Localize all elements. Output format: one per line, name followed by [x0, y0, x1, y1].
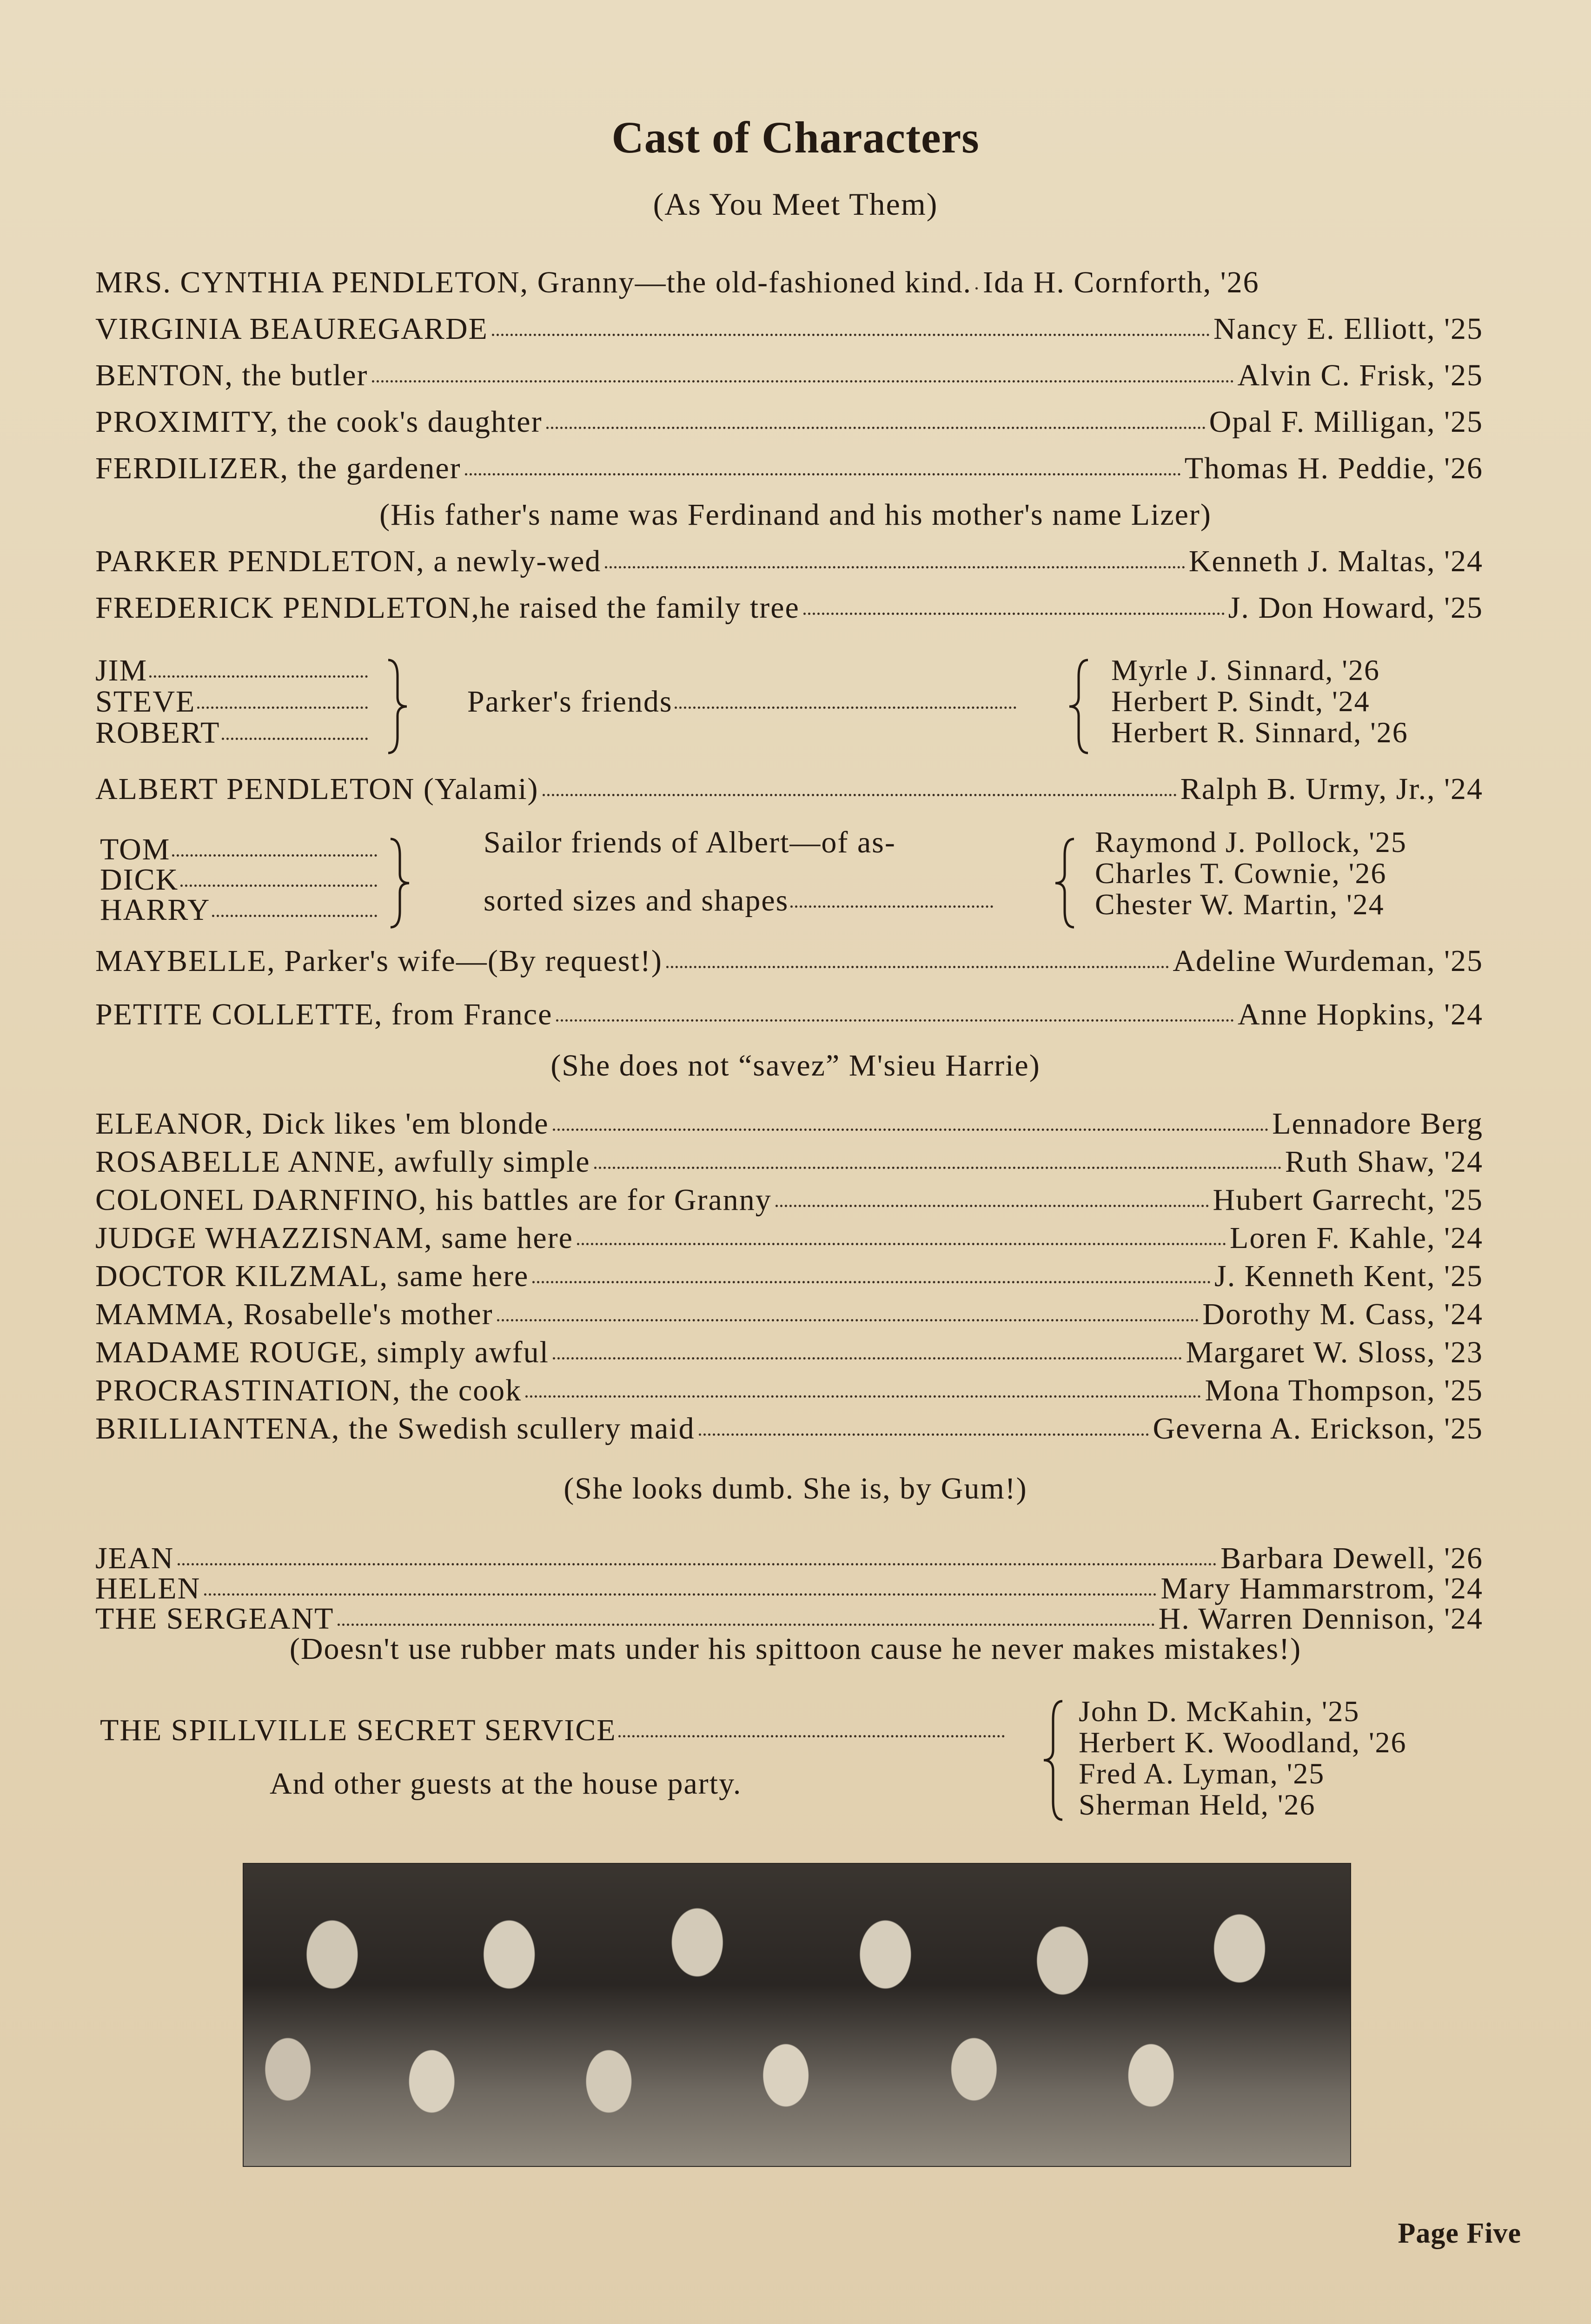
left-brace [1067, 658, 1095, 755]
role: ROSABELLE ANNE, awfully simple [95, 1145, 590, 1179]
cast-row [95, 1182, 1483, 1218]
role: THE SERGEANT [95, 1602, 334, 1636]
role: DOCTOR KILZMAL, same here [95, 1259, 529, 1293]
leader-dots [699, 1433, 1149, 1436]
cast-row [95, 1297, 1483, 1332]
leader-dots [222, 738, 368, 740]
note: (His father's name was Ferdinand and his mother's name Lizer) [379, 498, 1212, 532]
actor: H. Warren Dennison, '24 [1158, 1602, 1483, 1636]
actor: Mona Thompson, '25 [1205, 1373, 1483, 1407]
left-brace [1053, 837, 1081, 930]
cast-row [95, 404, 1483, 440]
group-name: DICK [100, 862, 379, 898]
cast-row [95, 265, 1483, 300]
role: MAMMA, Rosabelle's mother [95, 1297, 493, 1331]
actor: Margaret W. Sloss, '23 [1186, 1335, 1483, 1369]
actor: Alvin C. Frisk, '25 [1237, 358, 1483, 392]
cast-row [95, 1259, 1483, 1294]
cast-row [95, 1221, 1483, 1256]
group-actor: Herbert P. Sindt, '24 [1111, 685, 1370, 718]
group-actor: Sherman Held, '26 [1079, 1788, 1316, 1821]
role: COLONEL DARNFINO, his battles are for Granny [95, 1183, 772, 1217]
right-brace [388, 837, 421, 930]
page-number: Page Five [1398, 2218, 1521, 2249]
cast-row [95, 1335, 1483, 1370]
actor: Ralph B. Urmy, Jr., '24 [1180, 772, 1483, 806]
leader-dots [605, 566, 1185, 568]
group-actor: Chester W. Martin, '24 [1095, 888, 1385, 921]
group-description: Parker's friends [467, 684, 1018, 720]
leader-dots [178, 1563, 1217, 1565]
leader-dots [556, 1019, 1234, 1022]
cast-row [95, 944, 1483, 979]
role: MAYBELLE, Parker's wife—(By request!) [95, 944, 663, 978]
cast-row [95, 1373, 1483, 1408]
group-description: THE SPILLVILLE SECRET SERVICE [100, 1713, 1007, 1748]
group-description: Sailor friends of Albert—of as- [484, 825, 896, 859]
actor: Ruth Shaw, '24 [1285, 1145, 1483, 1179]
role: ALBERT PENDLETON (Yalami) [95, 772, 539, 806]
right-brace [386, 658, 418, 755]
actor: Anne Hopkins, '24 [1237, 997, 1483, 1031]
role: FREDERICK PENDLETON,he raised the family tree [95, 591, 800, 625]
leader-dots [180, 885, 377, 887]
group-name: JIM [95, 653, 370, 688]
group-actor: Raymond J. Pollock, '25 [1095, 825, 1407, 858]
left-brace [1041, 1699, 1069, 1822]
leader-dots [594, 1167, 1281, 1169]
actor: Dorothy M. Cass, '24 [1202, 1297, 1483, 1331]
leader-dots [546, 427, 1206, 429]
leader-dots [577, 1243, 1226, 1245]
group-name: TOM [100, 832, 379, 867]
leader-dots [172, 854, 377, 857]
note: (Doesn't use rubber mats under his spittoon cause he never makes mistakes!) [289, 1632, 1302, 1666]
leader-dots [666, 966, 1169, 968]
leader-dots [212, 915, 377, 917]
note: (She does not “savez” M'sieu Harrie) [550, 1049, 1041, 1083]
actor: Geverna A. Erickson, '25 [1153, 1412, 1483, 1446]
leader-dots [204, 1593, 1157, 1596]
role: PARKER PENDLETON, a newly-wed [95, 544, 602, 578]
leader-dots [492, 334, 1210, 336]
leader-dots [338, 1624, 1154, 1626]
group-name: HARRY [100, 892, 379, 928]
actor: Barbara Dewell, '26 [1220, 1541, 1483, 1575]
cast-row [95, 1411, 1483, 1446]
leader-dots [543, 794, 1177, 796]
cast-row [95, 772, 1483, 807]
actor: Kenneth J. Maltas, '24 [1188, 544, 1483, 578]
actor: J. Don Howard, '25 [1228, 591, 1483, 625]
leader-dots [372, 380, 1234, 383]
page-subtitle: (As You Meet Them) [653, 186, 938, 222]
cast-row [95, 590, 1483, 626]
leader-dots [197, 706, 368, 709]
group-actor: Myrle J. Sinnard, '26 [1111, 654, 1380, 687]
group-actor: Fred A. Lyman, '25 [1079, 1757, 1325, 1790]
leader-dots [465, 473, 1181, 475]
role: MADAME ROUGE, simply awful [95, 1335, 549, 1369]
actor: Thomas H. Peddie, '26 [1184, 451, 1483, 485]
actor: Hubert Garrecht, '25 [1213, 1183, 1483, 1217]
role: BRILLIANTENA, the Swedish scullery maid [95, 1412, 695, 1446]
actor: Ida H. Cornforth, '26 [982, 265, 1260, 299]
role: PROCRASTINATION, the cook [95, 1373, 522, 1407]
cast-row [95, 997, 1483, 1032]
role: FERDILIZER, the gardener [95, 451, 461, 485]
actor: J. Kenneth Kent, '25 [1214, 1259, 1483, 1293]
leader-dots [618, 1735, 1005, 1737]
group-description: sorted sizes and shapes [484, 883, 995, 918]
cast-row [95, 1106, 1483, 1142]
leader-dots [525, 1395, 1201, 1398]
actor: Lennadore Berg [1272, 1107, 1483, 1141]
role: HELEN [95, 1571, 201, 1605]
role: ELEANOR, Dick likes 'em blonde [95, 1107, 549, 1141]
cast-row [95, 311, 1483, 347]
leader-dots [790, 905, 993, 908]
leader-dots [149, 675, 368, 678]
leader-dots [776, 1205, 1209, 1207]
role: JEAN [95, 1541, 174, 1575]
leader-dots [497, 1319, 1199, 1321]
role: BENTON, the butler [95, 358, 368, 392]
group-actor: Herbert K. Woodland, '26 [1079, 1726, 1407, 1759]
role: PROXIMITY, the cook's daughter [95, 405, 543, 439]
leader-dots [975, 287, 979, 290]
group-actor: Charles T. Cownie, '26 [1095, 857, 1387, 890]
leader-dots [553, 1357, 1182, 1360]
cast-row [95, 544, 1483, 579]
cast-photo [243, 1863, 1351, 2167]
leader-dots [553, 1129, 1269, 1131]
page-title: Cast of Characters [611, 112, 980, 162]
actor: Nancy E. Elliott, '25 [1213, 312, 1483, 346]
actor: Loren F. Kahle, '24 [1230, 1221, 1483, 1255]
note: (She looks dumb. She is, by Gum!) [563, 1472, 1028, 1505]
group-actor: John D. McKahin, '25 [1079, 1695, 1360, 1728]
role: VIRGINIA BEAUREGARDE [95, 312, 488, 346]
actor: Adeline Wurdeman, '25 [1173, 944, 1483, 978]
actor: Mary Hammarstrom, '24 [1160, 1571, 1483, 1605]
role: PETITE COLLETTE, from France [95, 997, 553, 1031]
cast-row [95, 358, 1483, 393]
leader-dots [532, 1281, 1211, 1283]
role: JUDGE WHAZZISNAM, same here [95, 1221, 573, 1255]
actor: Opal F. Milligan, '25 [1209, 405, 1483, 439]
cast-row [95, 1144, 1483, 1180]
role: MRS. CYNTHIA PENDLETON, Granny—the old-fashioned kind. [95, 265, 972, 299]
group-name: ROBERT [95, 715, 370, 751]
leader-dots [675, 706, 1016, 709]
group-actor: Herbert R. Sinnard, '26 [1111, 716, 1408, 749]
leader-dots [803, 613, 1225, 615]
cast-row [95, 451, 1483, 486]
guests-note: And other guests at the house party. [270, 1767, 742, 1801]
group-name: STEVE [95, 684, 370, 720]
